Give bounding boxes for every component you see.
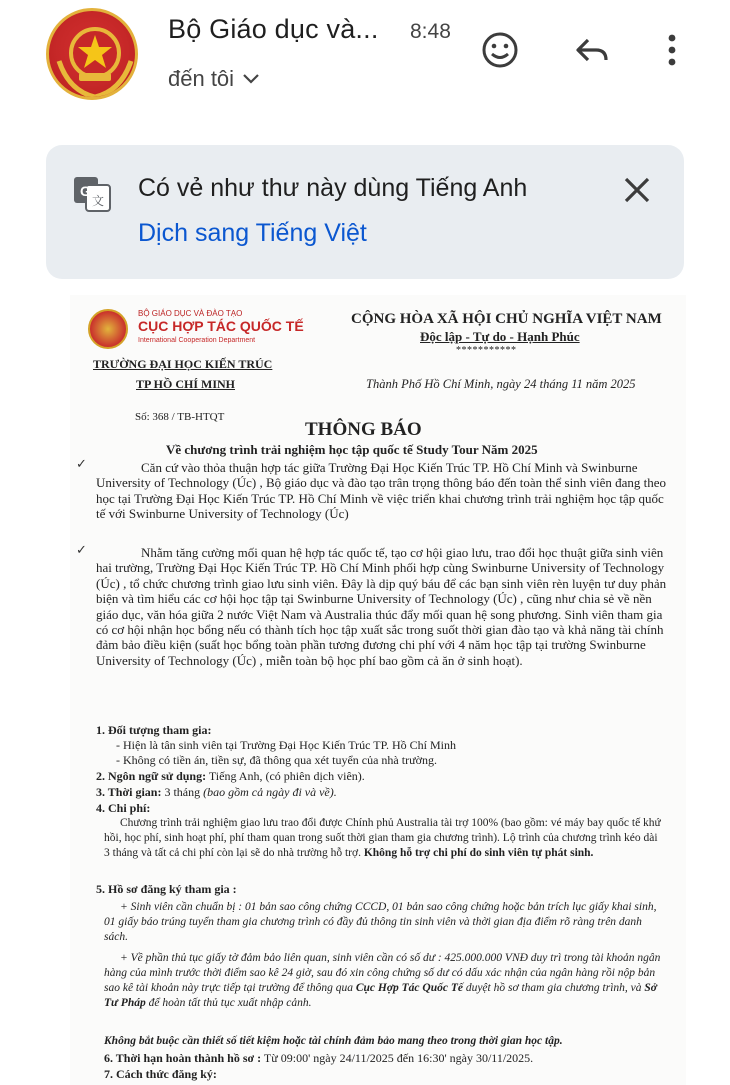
document-number: Số: 368 / TB-HTQT <box>135 411 225 423</box>
nation-stars: *********** <box>456 345 517 356</box>
section-5-item-b-text-2: duyệt hồ sơ tham gia chương trình, và <box>462 982 645 994</box>
section-1-item-b: - Không có tiền án, tiền sự, đã thông qua xét tuyển của nhà trường. <box>116 753 437 767</box>
reply-button[interactable] <box>570 28 614 72</box>
paragraph-1-text: Căn cứ vào thỏa thuận hợp tác giữa Trường Đại Học Kiến Trúc TP. Hồ Chí Minh và Swinburne University of Technology (Úc) , Bộ giáo dục và đào tạo trân trọng thông báo đến toàn thể sinh viên đang theo học tại Trường Đại Học Kiến Trúc TP. Hồ Chí Minh về việc triển khai chương trình trải nghiệm học tập quốc tế với Swinburne University of Technology (Úc) <box>96 460 666 522</box>
nation-title: CỘNG HÒA XÃ HỘI CHỦ NGHĨA VIỆT NAM <box>351 311 662 327</box>
section-7-title: 7. Cách thức đăng ký: <box>104 1067 217 1081</box>
nation-motto: Độc lập - Tự do - Hạnh Phúc <box>420 329 580 344</box>
section-1-item-a: - Hiện là tân sinh viên tại Trường Đại Học Kiến Trúc TP. Hồ Chí Minh <box>116 738 456 752</box>
section-2-title: 2. Ngôn ngữ sử dụng: <box>96 769 207 783</box>
google-translate-icon <box>72 173 112 213</box>
section-3-title: 3. Thời gian: <box>96 785 162 799</box>
section-4-title: 4. Chi phí: <box>96 801 151 815</box>
section-3-text: 3 tháng <box>161 785 204 799</box>
section-5-item-a <box>104 900 664 945</box>
email-time: 8:48 <box>410 20 451 43</box>
more-vert-icon <box>652 30 692 70</box>
section-5-item-b-text: + Về phần thủ tục giấy tờ đảm bảo liên quan, sinh viên cần có số dư : 425.000.000 VNĐ duy trì trong tài khoản ngân hàng của mình trước thời điểm sao kê 24 giờ, sau đó xin công chứng số dư có dấu xác nhận của ngân hàng rồi nộp bản sao kê tài khoản này trực tiếp tại trường để thông qua <box>104 952 661 994</box>
org-line-2: CỤC HỢP TÁC QUỐC TẾ <box>138 318 304 334</box>
email-header <box>0 0 730 130</box>
recipient-label: đến tôi <box>168 66 235 91</box>
section-2-text: Tiếng Anh, (có phiên dịch viên). <box>206 769 365 783</box>
svg-text:文: 文 <box>92 194 105 208</box>
section-5-item-b-bold-2: Sở Tư Pháp <box>104 982 657 1009</box>
sender-avatar[interactable] <box>46 8 138 100</box>
ministry-seal <box>88 309 128 349</box>
section-4-bold: Không hỗ trợ chi phí do sinh viên tự phát sinh. <box>360 847 594 859</box>
checkmark-1: ✓ <box>76 457 87 472</box>
svg-text:G: G <box>80 183 91 199</box>
section-5-title: 5. Hồ sơ đăng ký tham gia : <box>96 882 237 896</box>
close-icon[interactable] <box>620 173 654 207</box>
document-title: THÔNG BÁO <box>305 419 422 440</box>
section-3-italic: (bao gồm cả ngày đi và về). <box>203 785 337 799</box>
org-line-1: BỘ GIÁO DỤC VÀ ĐÀO TẠO <box>138 309 243 318</box>
section-5-item-b-text-3: để hoàn tất thủ tục xuất nhập cảnh. <box>145 997 312 1009</box>
section-5-item-b-bold-1: Cục Hợp Tác Quốc Tế <box>355 982 463 994</box>
section-6 <box>104 1051 533 1066</box>
reply-icon <box>572 30 612 70</box>
national-emblem-icon <box>49 11 138 100</box>
translate-link[interactable]: Dịch sang Tiếng Việt <box>138 219 367 247</box>
paragraph-2 <box>96 545 671 668</box>
paragraph-2-text: Nhằm tăng cường mối quan hệ hợp tác quốc tế, tạo cơ hội giao lưu, trao đổi học thuật giữa sinh viên hai trường, Trường Đại Học Kiến Trúc TP. Hồ Chí Minh phối hợp cùng Swinburne University of Technology (Úc) , tổ chức chương trình giao lưu sinh viên. Đây là dịp quý báu để các bạn sinh viên rèn luyện tư duy phản biện và tìm hiểu các cơ hội học tập tại Swinburne University of Technology (Úc) , cũng như chia sẻ về nền giáo dục, văn hóa giữa 2 nước Việt Nam và Australia thúc đẩy mối quan hệ song phương. Sinh viên tham gia có cơ hội nhận học bổng nếu có thành tích học tập xuất sắc trong suốt thời gian đào tạo và khả năng tài chính đảm bảo điều kiện (suất học bổng toàn phần tương đương chi phí với 4 năm học tập tại trường Swinburne University of Technology (Úc) , miễn toàn bộ học phí bao gồm cả ăn ở sinh hoạt). <box>96 545 667 668</box>
translate-message: Có vẻ như thư này dùng Tiếng Anh <box>138 174 528 202</box>
sender-name[interactable]: Bộ Giáo dục và... <box>168 14 379 44</box>
university-line-1: TRƯỜNG ĐẠI HỌC KIẾN TRÚC <box>93 357 273 371</box>
section-5-item-b <box>104 951 664 1011</box>
paragraph-1 <box>96 460 671 522</box>
chevron-down-icon <box>242 73 260 85</box>
section-1-title: 1. Đối tượng tham gia: <box>96 723 212 737</box>
section-5-item-a-text: + Sinh viên cần chuẩn bị : 01 bản sao công chứng CCCD, 01 bản sao công chứng hoặc bản trích lục giấy khai sinh, 01 giấy báo trúng tuyển tham gia chương trình có đầy đủ thông tin sinh viên và thời gian địa điểm rõ ràng trên danh sách. <box>104 901 657 943</box>
section-6-title: 6. Thời hạn hoàn thành hồ sơ : <box>104 1051 262 1065</box>
section-2 <box>96 769 365 784</box>
section-3 <box>96 785 337 800</box>
university-line-2: TP HỒ CHÍ MINH <box>136 377 236 391</box>
org-line-3: International Cooperation Department <box>138 337 256 344</box>
section-4-body <box>104 816 664 861</box>
attached-document <box>70 295 686 1085</box>
section-4-text: Chương trình trải nghiệm giao lưu trao đổi được Chính phủ Australia tài trợ 100% (bao gồm: vé máy bay quốc tế khứ hồi, học phí, sinh hoạt phí, phí tham quan trong suốt thời gian tham gia chương trình). Lộ trình của chương trình kéo dài 3 tháng và tất cả chi phí còn lại sẽ do nhà trường hỗ trợ. <box>104 817 661 859</box>
checkmark-2: ✓ <box>76 543 87 558</box>
translate-banner <box>46 145 684 279</box>
more-options-button[interactable] <box>650 28 694 72</box>
section-5-note: Không bắt buộc cần thiết số tiết kiệm hoặc tài chính đảm bảo mang theo trong thời gian học tập. <box>104 1035 563 1047</box>
recipient-row[interactable] <box>168 66 260 92</box>
emoji-reaction-button[interactable] <box>478 28 522 72</box>
document-date: Thành Phố Hồ Chí Minh, ngày 24 tháng 11 năm 2025 <box>366 377 636 391</box>
smile-icon <box>480 30 520 70</box>
section-6-text: Từ 09:00' ngày 24/11/2025 đến 16:30' ngày 30/11/2025. <box>261 1051 534 1065</box>
document-subtitle: Về chương trình trải nghiệm học tập quốc tế Study Tour Năm 2025 <box>166 442 538 457</box>
